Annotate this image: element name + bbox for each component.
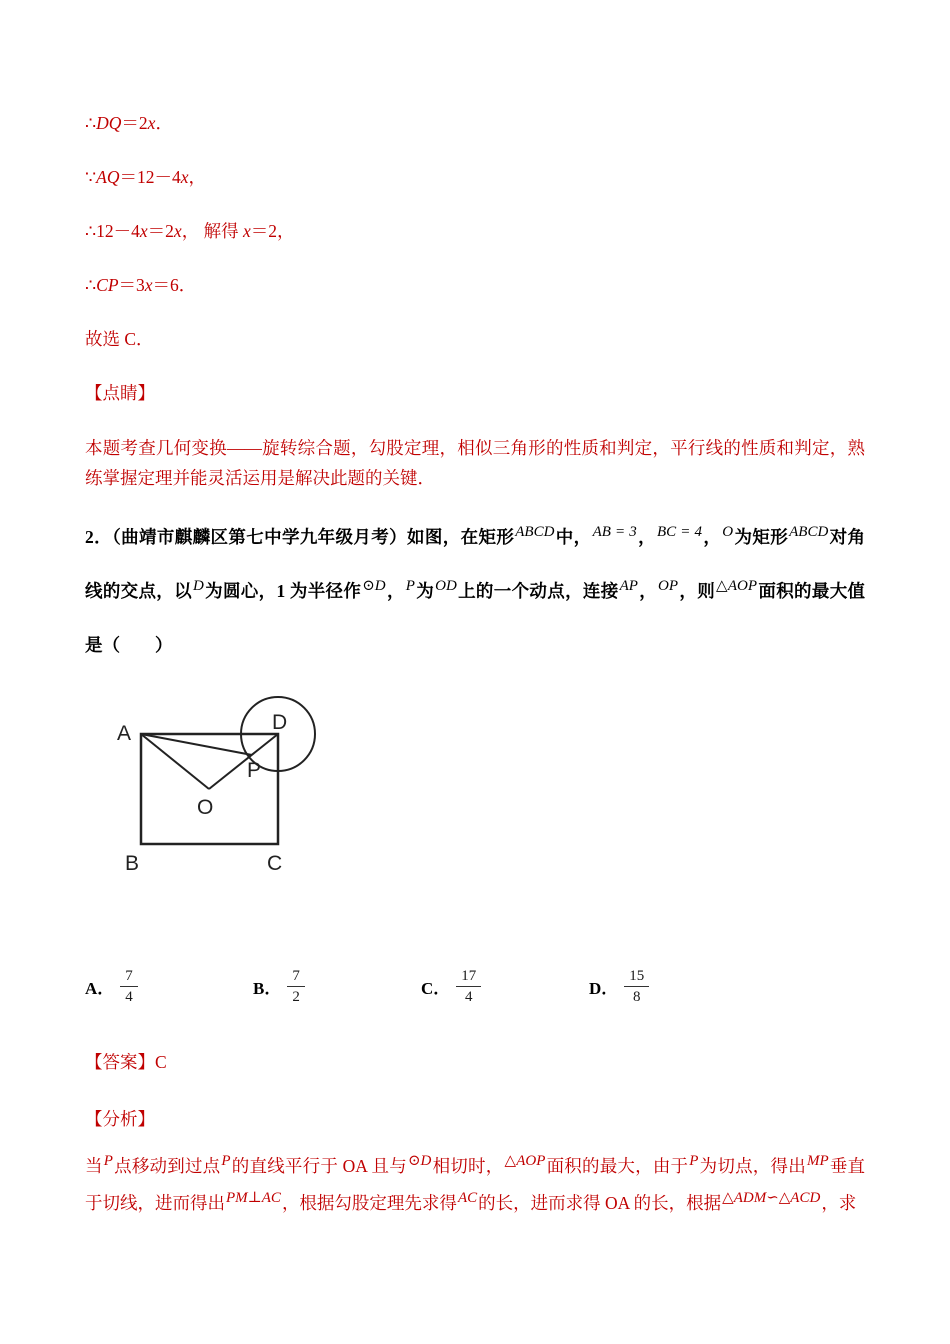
tip-section-text: 本题考查几何变换——旋转综合题，勾股定理，相似三角形的性质和判定，平行线的性质和判定，熟练掌握定理并能灵活运用是解决此题的关键．	[85, 438, 865, 488]
geometry-figure	[91, 686, 351, 891]
figure-label-c: C	[267, 852, 283, 876]
solution-conclusion: 故选 C．	[85, 329, 154, 349]
solution-step-1: ∴DQ＝2x．	[85, 113, 173, 133]
option-d-fraction	[624, 967, 649, 1006]
fraction-numerator: 17	[456, 967, 481, 987]
question-2	[85, 510, 865, 1224]
option-c-fraction	[456, 967, 481, 1006]
option-d-label: D．	[589, 979, 619, 999]
option-b-fraction	[287, 967, 305, 1006]
analysis-section-label: 【分析】	[85, 1109, 155, 1130]
question-2-text: 2．（曲靖市麒麟区第七中学九年级月考）如图，在矩形ABCD中，AB = 3，BC = 4，O为矩形ABCD对角线的交点，以D为圆心，1 为半径作⊙D，P为OD上的一个动点，连接AP，OP，则△AOP面积的最大值是（ ）	[85, 523, 866, 655]
option-c	[421, 967, 589, 1006]
answer-label: 【答案】	[85, 1052, 155, 1073]
fraction-denominator: 8	[633, 989, 641, 1006]
solution-step-2: ∵AQ＝12－4x，	[85, 167, 206, 187]
options-row	[85, 967, 865, 1006]
segment-od	[209, 734, 278, 789]
option-d	[589, 967, 757, 1006]
fraction-numerator: 15	[624, 967, 649, 987]
segment-ap	[141, 734, 252, 755]
option-a-label: A．	[85, 979, 115, 999]
fraction-denominator: 4	[125, 989, 133, 1006]
figure-label-p: P	[247, 759, 262, 783]
fraction-numerator: 7	[287, 967, 305, 987]
option-b	[253, 967, 421, 1006]
tip-section-label: 【点睛】	[85, 383, 155, 403]
solution-step-4: ∴CP＝3x＝6．	[85, 275, 197, 295]
figure-label-a: A	[117, 722, 132, 746]
analysis-section-text: 当P点移动到过点P的直线平行于 OA 且与⊙D相切时，△AOP面积的最大，由于P为切点，得出MP垂直于切线，进而得出PM⊥AC，根据勾股定理先求得AC的长，进而求得 OA 的长，根据△ADM∽△ACD，求	[85, 1152, 866, 1214]
segment-ao	[141, 734, 209, 789]
answer-line	[85, 1052, 865, 1073]
fraction-denominator: 4	[465, 989, 473, 1006]
figure-label-b: B	[125, 852, 140, 876]
option-a	[85, 967, 253, 1006]
fraction-denominator: 2	[292, 989, 300, 1006]
answer-value: C	[155, 1052, 167, 1073]
option-c-label: C．	[421, 979, 451, 999]
figure-label-d: D	[272, 711, 288, 735]
option-b-label: B．	[253, 979, 282, 999]
solution-section	[85, 113, 865, 494]
option-a-fraction	[120, 967, 138, 1006]
figure-label-o: O	[197, 796, 214, 820]
solution-step-3: ∴12－4x＝2x， 解得 x＝2，	[85, 221, 295, 241]
fraction-numerator: 7	[120, 967, 138, 987]
figure-svg	[91, 686, 351, 891]
